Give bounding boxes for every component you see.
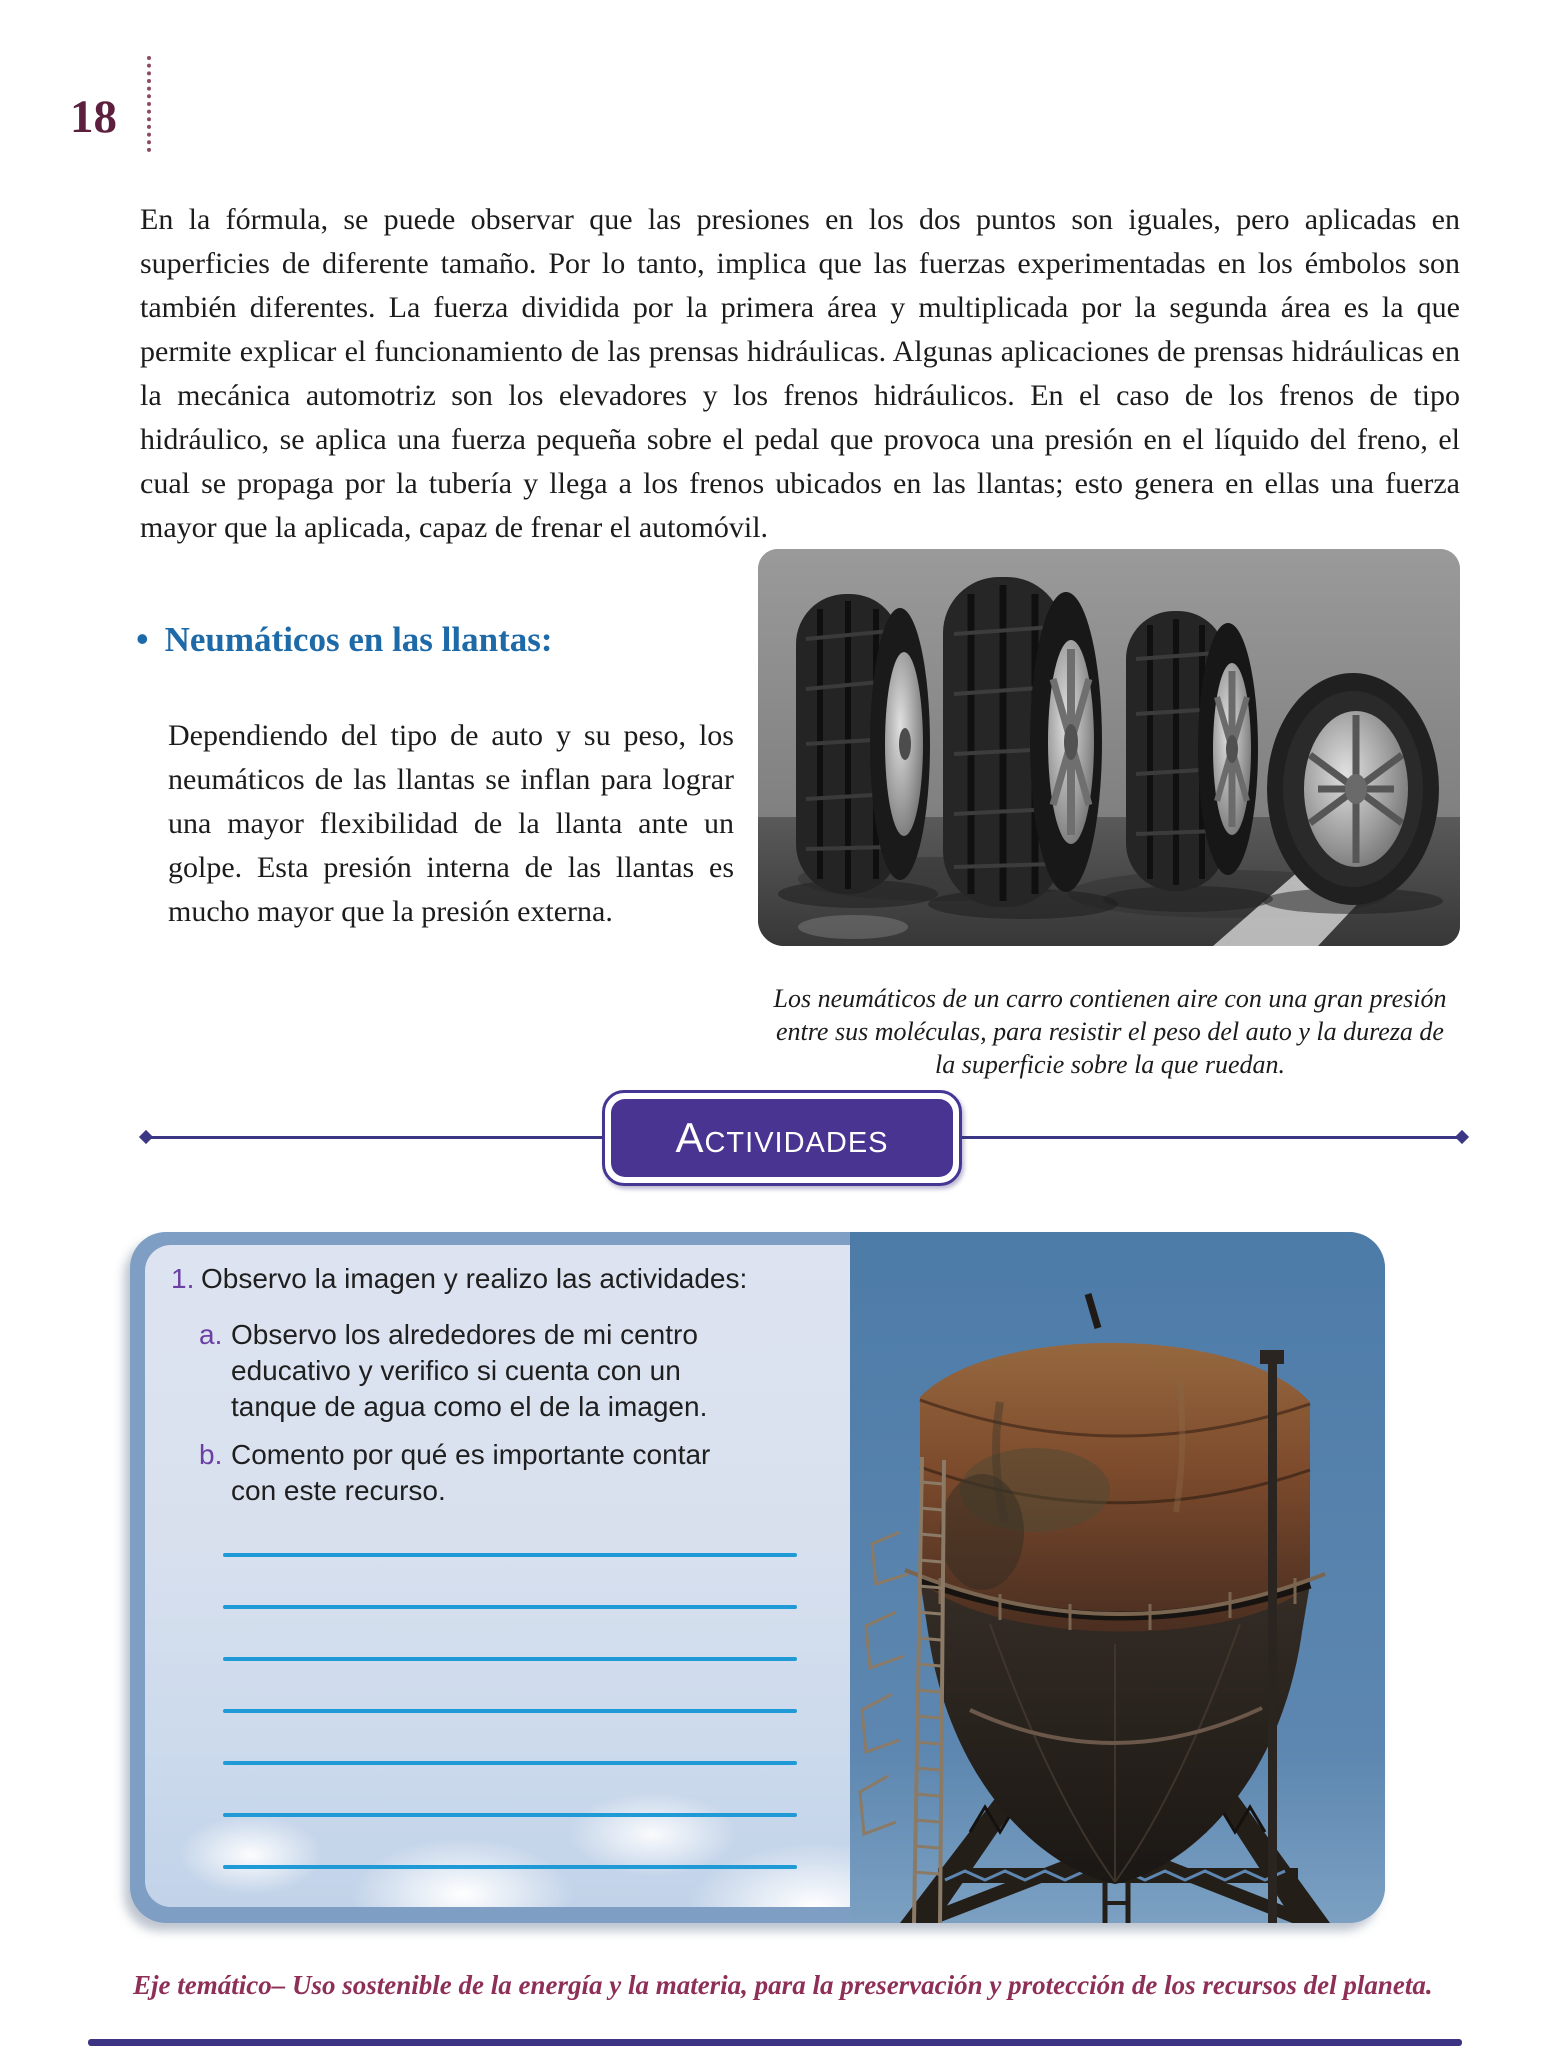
activities-banner-plate bbox=[611, 1099, 953, 1177]
writing-line bbox=[223, 1605, 797, 1609]
intro-paragraph: En la fórmula, se puede observar que las presiones en los dos puntos son iguales, pero aplicadas en superficies de diferente tamaño. Por lo tanto, implica que las fuerzas experimentadas en los émbolos son también diferentes. La fuerza dividida por la primera área y multiplicada por la segunda área es la que permite explicar el funcionamiento de las prensas hidráulicas. Algunas aplicaciones de prensas hidráulicas en la mecánica automotriz son los elevadores y los frenos hidráulicos. En el caso de los frenos de tipo hidráulico, se aplica una fuerza pequeña sobre el pedal que provoca una presión en el líquido del freno, el cual se propaga por la tubería y llega a los frenos ubicados en las llantas; esto genera en ellas una fuerza mayor que la aplicada, capaz de frenar el automóvil. bbox=[140, 203, 1460, 544]
water-tower-photo bbox=[850, 1232, 1385, 1923]
section-paragraph: Dependiendo del tipo de auto y su peso, los neumáticos de las llantas se inflan para lograr una mayor flexibilidad de la llanta ante un golpe. Esta presión interna de las llantas es mucho mayor que la presión externa. bbox=[168, 719, 734, 928]
tires-illustration bbox=[758, 549, 1460, 946]
activity-item-number: 1. bbox=[171, 1263, 195, 1294]
dotted-rule bbox=[147, 56, 151, 152]
subitem-a-label: a. bbox=[199, 1319, 223, 1350]
writing-line bbox=[223, 1709, 797, 1713]
writing-line bbox=[223, 1865, 797, 1869]
tire-1 bbox=[778, 594, 938, 908]
activities-banner-label: Actividades bbox=[675, 1114, 889, 1161]
bottom-bar bbox=[88, 2039, 1462, 2046]
activities-panel bbox=[145, 1245, 850, 1907]
writing-line bbox=[223, 1813, 797, 1817]
subitem-b-text: Comento por qué es importante contar con este recurso. bbox=[231, 1439, 711, 1506]
writing-line bbox=[223, 1657, 797, 1661]
footer-theme-text: Eje temático– Uso sostenible de la energía y la materia, para la preservación y protección de los recursos del planeta. bbox=[133, 1970, 1433, 2000]
activity-subitem-b bbox=[199, 1437, 723, 1509]
writing-line bbox=[223, 1761, 797, 1765]
activity-item-1 bbox=[171, 1261, 747, 1297]
page-number: 18 bbox=[70, 91, 117, 143]
subitem-a-text: Observo los alrededores de mi centro educativo y verifico si cuenta con un tanque de agua como el de la imagen. bbox=[231, 1319, 708, 1422]
figure-caption: Los neumáticos de un carro contienen aire con una gran presión entre sus moléculas, para resistir el peso del auto y la dureza de la superficie sobre la que ruedan. bbox=[773, 984, 1447, 1079]
section-title: Neumáticos en las llantas: bbox=[164, 620, 553, 659]
bullet-icon: • bbox=[136, 618, 149, 659]
tires-photo bbox=[758, 549, 1460, 946]
activities-banner bbox=[602, 1090, 962, 1186]
activities-box bbox=[130, 1232, 1385, 1923]
activity-subitem-a bbox=[199, 1317, 723, 1425]
water-tower-illustration bbox=[850, 1232, 1385, 1923]
writing-lines bbox=[223, 1553, 797, 1907]
subitem-b-label: b. bbox=[199, 1439, 223, 1470]
section-heading-row bbox=[136, 620, 553, 660]
writing-line bbox=[223, 1553, 797, 1557]
activity-item-text: Observo la imagen y realizo las actividades: bbox=[201, 1263, 748, 1294]
